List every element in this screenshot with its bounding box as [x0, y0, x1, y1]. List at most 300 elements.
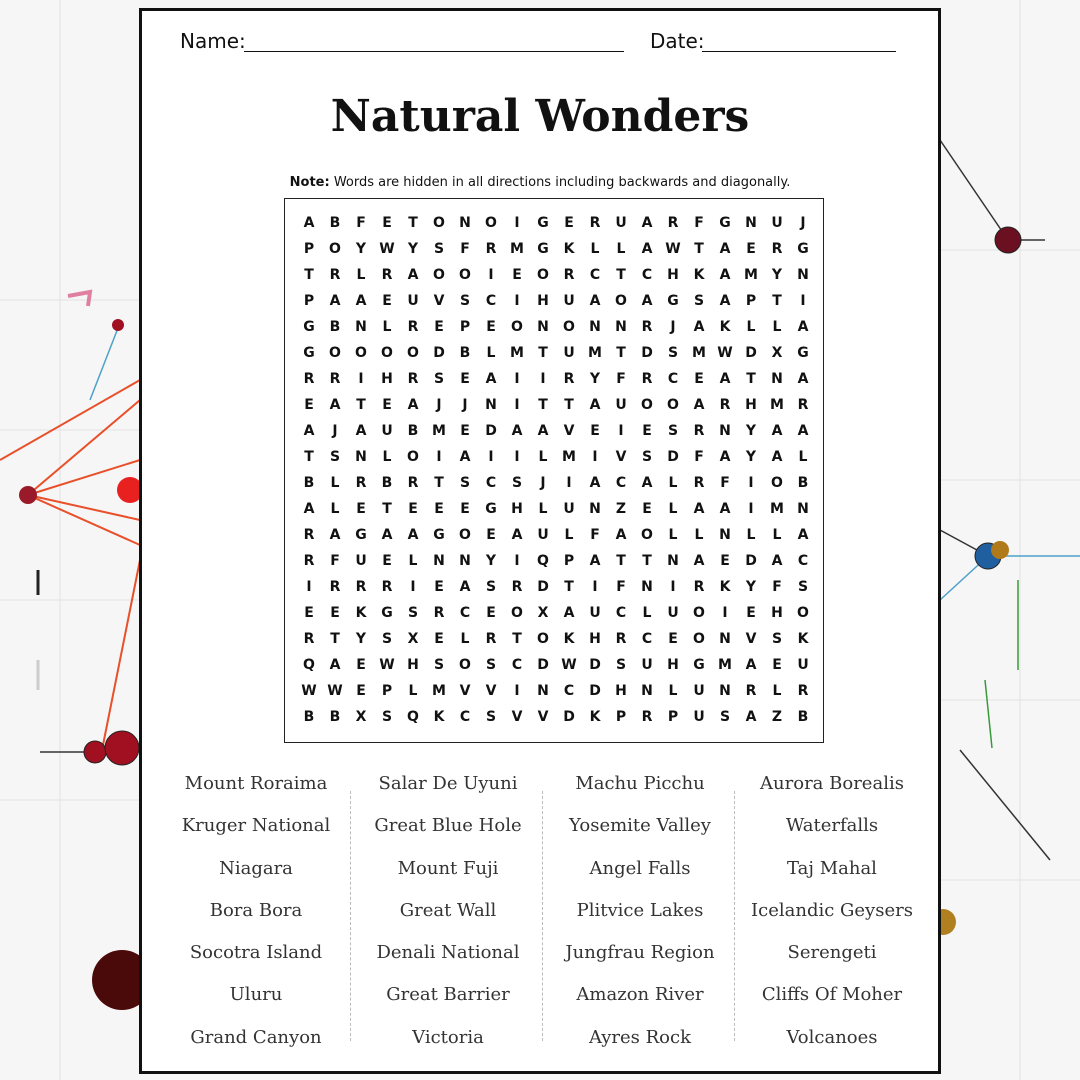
grid-letter: U — [563, 501, 575, 517]
grid-letter: O — [563, 319, 575, 335]
grid-letter: E — [486, 319, 496, 335]
grid-letter: T — [356, 397, 366, 413]
grid-letter: W — [561, 657, 577, 673]
grid-letter: L — [668, 501, 678, 517]
grid-letter: A — [693, 553, 705, 569]
grid-letter: P — [459, 319, 471, 335]
grid-letter: L — [746, 527, 756, 543]
word-list-item: Socotra Island — [189, 942, 323, 964]
grid-letter: L — [382, 449, 392, 465]
word-list — [160, 769, 928, 1059]
grid-letter: V — [433, 293, 445, 309]
grid-letter: E — [382, 553, 392, 569]
grid-letter: X — [355, 709, 367, 725]
grid-letter: T — [538, 397, 548, 413]
grid-letter: A — [537, 423, 549, 439]
grid-letter: T — [772, 293, 782, 309]
grid-letter: A — [771, 449, 783, 465]
grid-letter: B — [407, 423, 419, 439]
grid-letter: I — [410, 579, 416, 595]
grid-letter: S — [485, 579, 497, 595]
grid-letter: R — [485, 631, 497, 647]
grid-letter: T — [746, 371, 756, 387]
grid-letter: S — [433, 657, 445, 673]
grid-letter: D — [589, 683, 601, 699]
grid-letter: C — [615, 605, 627, 621]
grid-letter: R — [667, 215, 679, 231]
grid-letter: M — [432, 683, 446, 699]
grid-letter: S — [433, 241, 445, 257]
grid-letter: H — [745, 397, 757, 413]
grid-letter: I — [670, 579, 676, 595]
word-list-item: Yosemite Valley — [569, 815, 711, 837]
grid-letter: A — [641, 293, 653, 309]
grid-letter: T — [616, 267, 626, 283]
grid-letter: D — [745, 553, 757, 569]
grid-letter: V — [485, 683, 497, 699]
grid-letter: D — [667, 449, 679, 465]
grid-letter: I — [514, 371, 520, 387]
grid-letter: B — [303, 475, 315, 491]
grid-letter: N — [719, 423, 731, 439]
grid-letter: S — [485, 657, 497, 673]
grid-letter: B — [381, 475, 393, 491]
grid-letter: T — [616, 553, 626, 569]
grid-letter: Y — [589, 371, 601, 387]
grid-letter: U — [615, 397, 627, 413]
grid-letter: E — [382, 215, 392, 231]
grid-letter: I — [514, 683, 520, 699]
grid-letter: F — [616, 371, 626, 387]
word-list-item: Grand Canyon — [190, 1026, 322, 1048]
grid-letter: P — [303, 293, 315, 309]
grid-letter: I — [514, 397, 520, 413]
grid-letter: Y — [485, 553, 497, 569]
grid-letter: I — [800, 293, 806, 309]
grid-letter: G — [303, 345, 315, 361]
grid-letter: R — [511, 579, 523, 595]
grid-letter: Y — [355, 241, 367, 257]
grid-letter: L — [798, 449, 808, 465]
grid-letter: B — [329, 709, 341, 725]
grid-letter: C — [485, 475, 497, 491]
page-title: Natural Wonders — [330, 91, 750, 142]
grid-letter: R — [485, 241, 497, 257]
grid-letter: O — [485, 215, 497, 231]
grid-letter: N — [797, 267, 809, 283]
grid-letter: S — [641, 449, 653, 465]
grid-letter: L — [772, 683, 782, 699]
grid-letter: W — [665, 241, 681, 257]
grid-letter: R — [615, 631, 627, 647]
grid-letter: F — [616, 579, 626, 595]
grid-letter: A — [329, 657, 341, 673]
grid-letter: I — [514, 449, 520, 465]
grid-letter: C — [797, 553, 809, 569]
grid-letter: L — [668, 683, 678, 699]
grid-letter: E — [356, 657, 366, 673]
word-list-item: Jungfrau Region — [565, 942, 715, 964]
grid-letter: S — [459, 475, 471, 491]
grid-letter: O — [511, 605, 523, 621]
grid-letter: B — [797, 709, 809, 725]
grid-letter: H — [407, 657, 419, 673]
grid-letter: S — [381, 631, 393, 647]
grid-letter: H — [381, 371, 393, 387]
word-list-item: Ayres Rock — [588, 1026, 692, 1048]
grid-letter: A — [745, 657, 757, 673]
grid-letter: F — [460, 241, 470, 257]
grid-letter: E — [356, 501, 366, 517]
grid-letter: A — [719, 371, 731, 387]
grid-letter: A — [589, 475, 601, 491]
grid-letter: C — [459, 709, 471, 725]
grid-letter: C — [615, 475, 627, 491]
grid-letter: Y — [745, 423, 757, 439]
grid-letter: N — [719, 527, 731, 543]
grid-letter: R — [563, 267, 575, 283]
grid-letter: D — [537, 657, 549, 673]
grid-letter: E — [512, 267, 522, 283]
grid-letter: S — [693, 293, 705, 309]
grid-letter: A — [329, 293, 341, 309]
word-list-item: Taj Mahal — [787, 857, 877, 879]
grid-letter: U — [563, 293, 575, 309]
grid-letter: S — [381, 709, 393, 725]
word-list-item: Bora Bora — [209, 899, 303, 921]
grid-letter: F — [694, 449, 704, 465]
grid-letter: J — [800, 215, 806, 231]
grid-letter: O — [433, 267, 445, 283]
grid-letter: S — [771, 631, 783, 647]
grid-letter: E — [304, 605, 314, 621]
grid-letter: N — [615, 319, 627, 335]
grid-letter: T — [616, 345, 626, 361]
grid-letter: P — [381, 683, 393, 699]
grid-letter: O — [511, 319, 523, 335]
grid-letter: A — [303, 423, 315, 439]
grid-letter: I — [540, 371, 546, 387]
grid-letter: R — [563, 371, 575, 387]
grid-letter: A — [719, 449, 731, 465]
grid-letter: S — [667, 423, 679, 439]
grid-letter: L — [460, 631, 470, 647]
grid-letter: K — [355, 605, 367, 621]
grid-letter: M — [510, 345, 524, 361]
grid-letter: A — [641, 241, 653, 257]
grid-letter: A — [797, 527, 809, 543]
grid-letter: T — [538, 345, 548, 361]
grid-letter: R — [407, 319, 419, 335]
grid-letter: G — [719, 215, 731, 231]
grid-letter: C — [667, 371, 679, 387]
grid-letter: A — [771, 553, 783, 569]
grid-letter: G — [537, 241, 549, 257]
grid-letter: C — [563, 683, 575, 699]
grid-letter: I — [436, 449, 442, 465]
grid-letter: C — [641, 267, 653, 283]
grid-letter: P — [563, 553, 575, 569]
grid-letter: L — [616, 241, 626, 257]
grid-letter: A — [303, 501, 315, 517]
grid-letter: U — [615, 215, 627, 231]
grid-letter: S — [797, 579, 809, 595]
word-list-item: Denali National — [376, 942, 520, 964]
grid-letter: Q — [303, 657, 315, 673]
grid-letter: V — [511, 709, 523, 725]
grid-letter: T — [382, 501, 392, 517]
word-list-item: Plitvice Lakes — [576, 899, 704, 921]
grid-letter: E — [304, 397, 314, 413]
grid-letter: H — [667, 267, 679, 283]
grid-letter: M — [718, 657, 732, 673]
grid-letter: N — [537, 319, 549, 335]
grid-letter: L — [408, 553, 418, 569]
grid-letter: Y — [771, 267, 783, 283]
name-label: Name: — [180, 29, 246, 53]
grid-letter: B — [329, 215, 341, 231]
grid-letter: E — [486, 605, 496, 621]
grid-letter: A — [641, 475, 653, 491]
word-column-1 — [160, 769, 352, 1065]
grid-letter: I — [592, 579, 598, 595]
grid-letter: B — [329, 319, 341, 335]
grid-letter: P — [745, 293, 757, 309]
grid-letter: V — [615, 449, 627, 465]
grid-letter: U — [589, 605, 601, 621]
grid-letter: F — [330, 553, 340, 569]
grid-letter: Q — [407, 709, 419, 725]
grid-letter: L — [746, 319, 756, 335]
grid-letter: M — [510, 241, 524, 257]
grid-letter: V — [745, 631, 757, 647]
grid-letter: R — [433, 605, 445, 621]
grid-letter: R — [641, 319, 653, 335]
grid-letter: S — [511, 475, 523, 491]
grid-letter: B — [797, 475, 809, 491]
grid-letter: S — [719, 709, 731, 725]
grid-letter: L — [564, 527, 574, 543]
word-list-item: Serengeti — [787, 942, 877, 964]
grid-letter: E — [642, 423, 652, 439]
grid-letter: I — [358, 371, 364, 387]
grid-letter: I — [618, 423, 624, 439]
header-row — [180, 29, 900, 59]
grid-letter: H — [615, 683, 627, 699]
grid-letter: E — [642, 501, 652, 517]
grid-letter: D — [589, 657, 601, 673]
grid-letter: R — [641, 709, 653, 725]
grid-letter: A — [589, 293, 601, 309]
word-column-2 — [352, 769, 544, 1065]
grid-letter: A — [719, 241, 731, 257]
grid-letter: O — [381, 345, 393, 361]
grid-letter: T — [564, 579, 574, 595]
grid-letter: R — [329, 579, 341, 595]
grid-letter: R — [407, 475, 419, 491]
grid-letter: N — [485, 397, 497, 413]
word-column-3 — [544, 769, 736, 1065]
grid-letter: A — [797, 423, 809, 439]
grid-letter: O — [537, 631, 549, 647]
word-list-item: Volcanoes — [786, 1026, 878, 1048]
grid-letter: O — [329, 345, 341, 361]
word-list-item: Great Wall — [399, 899, 497, 921]
grid-letter: C — [459, 605, 471, 621]
grid-letter: H — [537, 293, 549, 309]
grid-letter: A — [745, 709, 757, 725]
grid-letter: G — [797, 241, 809, 257]
grid-letter: A — [693, 319, 705, 335]
grid-letter: A — [615, 527, 627, 543]
grid-letter: I — [566, 475, 572, 491]
grid-letter: R — [355, 475, 367, 491]
grid-letter: O — [667, 397, 679, 413]
grid-letter: W — [379, 657, 395, 673]
grid-letter: N — [719, 683, 731, 699]
grid-letter: O — [433, 215, 445, 231]
grid-letter: A — [459, 579, 471, 595]
grid-letter: T — [694, 241, 704, 257]
grid-letter: K — [719, 319, 731, 335]
grid-letter: L — [772, 527, 782, 543]
grid-letter: S — [667, 345, 679, 361]
grid-letter: Y — [745, 449, 757, 465]
word-list-item: Aurora Borealis — [760, 773, 904, 794]
grid-letter: E — [434, 631, 444, 647]
grid-letter: O — [641, 397, 653, 413]
grid-letter: A — [589, 397, 601, 413]
grid-letter: M — [770, 397, 784, 413]
grid-letter: J — [670, 319, 676, 335]
grid-letter: G — [433, 527, 445, 543]
grid-letter: A — [485, 371, 497, 387]
word-list-item: Mount Fuji — [397, 857, 499, 879]
grid-letter: J — [436, 397, 442, 413]
grid-letter: T — [434, 475, 444, 491]
grid-letter: G — [303, 319, 315, 335]
grid-letter: G — [797, 345, 809, 361]
grid-letter: D — [433, 345, 445, 361]
grid-letter: L — [408, 683, 418, 699]
grid-letter: P — [303, 241, 315, 257]
grid-letter: T — [512, 631, 522, 647]
grid-letter: A — [797, 319, 809, 335]
grid-letter: U — [563, 345, 575, 361]
grid-letter: D — [745, 345, 757, 361]
grid-letter: H — [667, 657, 679, 673]
note-prefix: Note: — [289, 175, 330, 190]
grid-letter: D — [485, 423, 497, 439]
grid-letter: U — [641, 657, 653, 673]
grid-letter: E — [668, 631, 678, 647]
grid-letter: N — [459, 553, 471, 569]
grid-letter: A — [355, 423, 367, 439]
grid-letter: E — [460, 371, 470, 387]
word-column-4 — [736, 769, 928, 1065]
word-list-item: Cliffs Of Moher — [761, 984, 903, 1006]
grid-letter: N — [745, 215, 757, 231]
grid-letter: O — [459, 267, 471, 283]
grid-letter: R — [381, 267, 393, 283]
grid-letter: O — [355, 345, 367, 361]
grid-letter: N — [589, 501, 601, 517]
grid-letter: R — [719, 397, 731, 413]
grid-letter: I — [514, 553, 520, 569]
grid-letter: G — [485, 501, 497, 517]
grid-letter: T — [304, 449, 314, 465]
grid-letter: F — [694, 215, 704, 231]
grid-letter: R — [797, 683, 809, 699]
grid-letter: E — [330, 605, 340, 621]
word-list-item: Great Blue Hole — [374, 815, 522, 837]
grid-letter: F — [772, 579, 782, 595]
grid-letter: D — [641, 345, 653, 361]
grid-letter: G — [355, 527, 367, 543]
grid-letter: D — [537, 579, 549, 595]
grid-letter: R — [693, 423, 705, 439]
word-list-item: Great Barrier — [386, 984, 510, 1006]
grid-letter: D — [563, 709, 575, 725]
grid-letter: N — [355, 319, 367, 335]
grid-letter: L — [330, 501, 340, 517]
grid-letter: R — [797, 397, 809, 413]
grid-letter: A — [459, 449, 471, 465]
grid-letter: B — [303, 709, 315, 725]
grid-letter: N — [459, 215, 471, 231]
grid-letter: M — [744, 267, 758, 283]
grid-letter: O — [797, 605, 809, 621]
grid-letter: W — [327, 683, 343, 699]
grid-letter: N — [589, 319, 601, 335]
grid-letter: L — [382, 319, 392, 335]
grid-letter: U — [693, 683, 705, 699]
grid-letter: J — [332, 423, 338, 439]
grid-letter: L — [642, 605, 652, 621]
grid-letter: S — [407, 605, 419, 621]
grid-letter: U — [693, 709, 705, 725]
grid-letter: N — [667, 553, 679, 569]
grid-letter: S — [485, 709, 497, 725]
grid-letter: R — [329, 371, 341, 387]
date-label: Date: — [650, 29, 705, 53]
grid-letter: M — [432, 423, 446, 439]
grid-letter: R — [745, 683, 757, 699]
grid-letter: L — [772, 319, 782, 335]
grid-letter: E — [486, 527, 496, 543]
grid-letter: V — [563, 423, 575, 439]
grid-letter: I — [514, 215, 520, 231]
grid-letter: E — [434, 501, 444, 517]
grid-letter: E — [746, 241, 756, 257]
word-list-item: Uluru — [229, 984, 283, 1006]
grid-letter: Z — [615, 501, 627, 517]
grid-letter: G — [693, 657, 705, 673]
grid-letter: N — [355, 449, 367, 465]
grid-letter: L — [330, 475, 340, 491]
grid-letter: U — [797, 657, 809, 673]
grid-letter: F — [356, 215, 366, 231]
grid-letter: M — [562, 449, 576, 465]
grid-letter: A — [563, 605, 575, 621]
grid-letter: L — [538, 501, 548, 517]
grid-letter: O — [459, 657, 471, 673]
grid-letter: W — [301, 683, 317, 699]
grid-letter: Y — [355, 631, 367, 647]
grid-letter: A — [589, 553, 601, 569]
word-search-grid — [296, 210, 816, 730]
grid-letter: R — [303, 631, 315, 647]
